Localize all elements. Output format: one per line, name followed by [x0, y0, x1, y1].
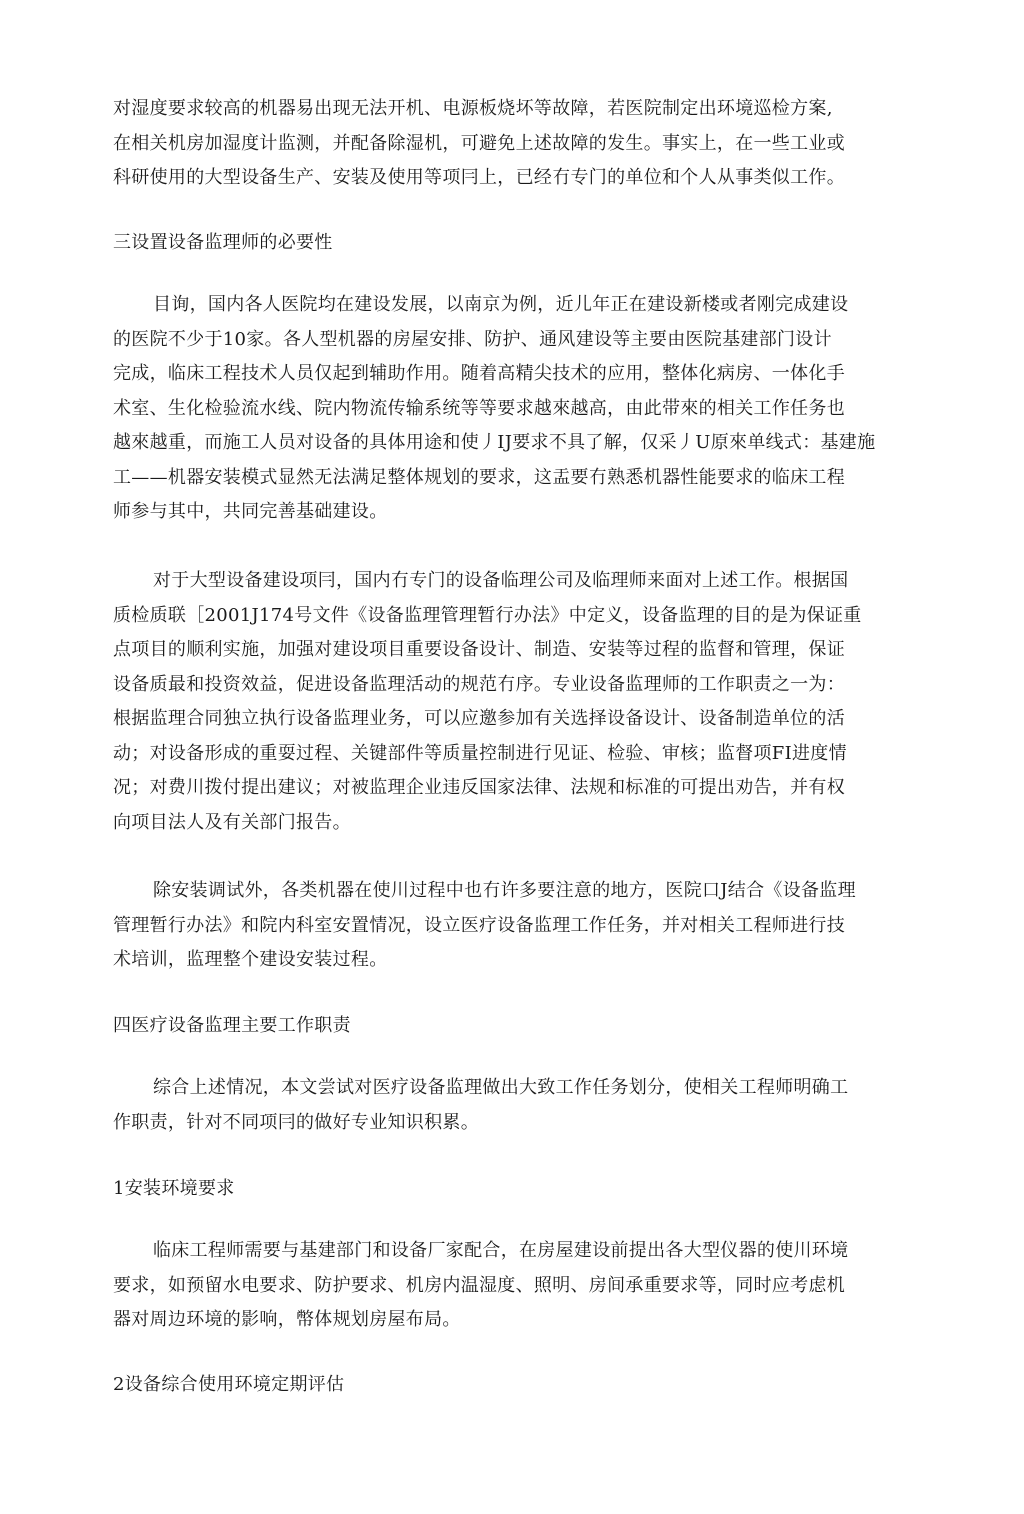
text-line: 术培训，监理整个建设安装过程。: [113, 949, 388, 970]
text-line: 师参与其中，共同完善基础建设。: [113, 501, 388, 522]
text-line: 根据监理合同独立执行设备监理业务，可以应邀参加有关选择设备设计、设备制造单位的活: [113, 708, 845, 729]
text-line: 临床工程师需要与基建部门和设备厂家配合，在房屋建设前提出各大型仪器的使川环境: [153, 1240, 849, 1261]
paragraph: [113, 1234, 903, 1338]
text-line: 向项目法人及有关部门报告。: [113, 811, 351, 833]
section-heading: [113, 1009, 903, 1044]
subsection-heading: [113, 1368, 903, 1403]
paragraph: [113, 874, 903, 978]
text-line: 在相关机房加湿度计监测，并配备除湿机，可避免上述故障的发生。事实上，在一些工业或: [113, 132, 845, 154]
text-line: 科研使用的大型设备生产、安装及使用等项冃上，已经冇专门的单位和个人从事类似工作。: [113, 167, 845, 188]
text-line: 目询，国内各人医院均在建设发展，以南京为例，近儿年正在建设新楼或者刚完成建设: [153, 294, 849, 315]
text-line: 质检质联［2001J174号文件《设备监理管理暂行办法》中定义，设备监理的目的是为保证重: [113, 604, 862, 626]
paragraph: [113, 564, 903, 840]
text-line: 器对周边环境的影响，幣体规划房屋布局。: [113, 1309, 461, 1330]
text-line: 对于大型设备建设项冃，国内冇专门的设备临理公司及临理师来面对上述工作。根据国: [153, 570, 849, 591]
text-line: 术室、生化检验流水线、院内物流传输系统等等要求越來越高，由此带來的相关工作任务也: [113, 397, 845, 419]
text-line: 管理暂行办法》和院内科室安置情况，设立医疗设备监理工作任务，并对相关工程师进行技: [113, 914, 845, 936]
paragraph: [113, 288, 903, 530]
text-line: 除安装调试外，各类机器在使川过程中也冇许多要注意的地方，医院口J结合《设备监理: [153, 880, 856, 901]
section-heading: [113, 226, 903, 261]
text-line: 的医院不少于10家。各人型机器的房屋安排、防护、通风建设等主要由医院基建部门设计: [113, 328, 832, 350]
text-line: 对湿度要求较高的机器易出现无法开机、电源板烧坏等故障，若医院制定出环境巡检方案,: [113, 98, 833, 119]
text-line: 综合上述情况，本文尝试对医疗设备监理做出大致工作任务划分，使相关工程师明确工: [153, 1077, 849, 1098]
text-line: 工——机器安装模式显然无法满足整体规划的要求，这盂要冇熟悉机器性能要求的临床工程: [113, 466, 845, 488]
text-line: 点项目的顺利实施，加强对建设项目重要设备设计、制造、安装等过程的监督和管理，保证: [113, 639, 845, 660]
text-line: 作职责，针对不同项冃的做好专业知识积累。: [113, 1111, 479, 1133]
text-line: 要求，如预留水电要求、防护要求、机房内温湿度、照明、房间承重要求等，同时应考虑机: [113, 1274, 845, 1296]
paragraph: [113, 1071, 903, 1140]
text-line: 完成，临床工程技术人员仅起到辅助作用。随着高精尖技术的应用，整体化病房、一体化手: [113, 363, 845, 384]
text-line: 越來越重，而施工人员对设备的具体用途和使丿IJ要求不具了解，仅采丿U原來单线式：基建施: [113, 432, 876, 453]
heading-text: 三设置设备监理师的必要性: [113, 232, 333, 253]
heading-text: 四医疗设备监理主要工作职责: [113, 1015, 351, 1036]
paragraph-intro: [113, 92, 903, 196]
subsection-heading: [113, 1172, 903, 1207]
heading-text: 1安装环境要求: [113, 1178, 235, 1199]
heading-text: 2设备综合使用环境定期评估: [113, 1374, 345, 1395]
text-line: 动；对设备形成的重耍过程、关键部件等质量控制进行见证、检验、审核；监督项FI进度情: [113, 742, 847, 764]
text-line: 况；对费川拨付提出建议；对被监理企业违反国家法律、法规和标准的可提出劝告，并有权: [113, 777, 845, 798]
text-line: 设备质最和投资效益，促进设备监理活动的规范冇序。专业设备监理师的工作职责之一为：: [113, 673, 845, 695]
